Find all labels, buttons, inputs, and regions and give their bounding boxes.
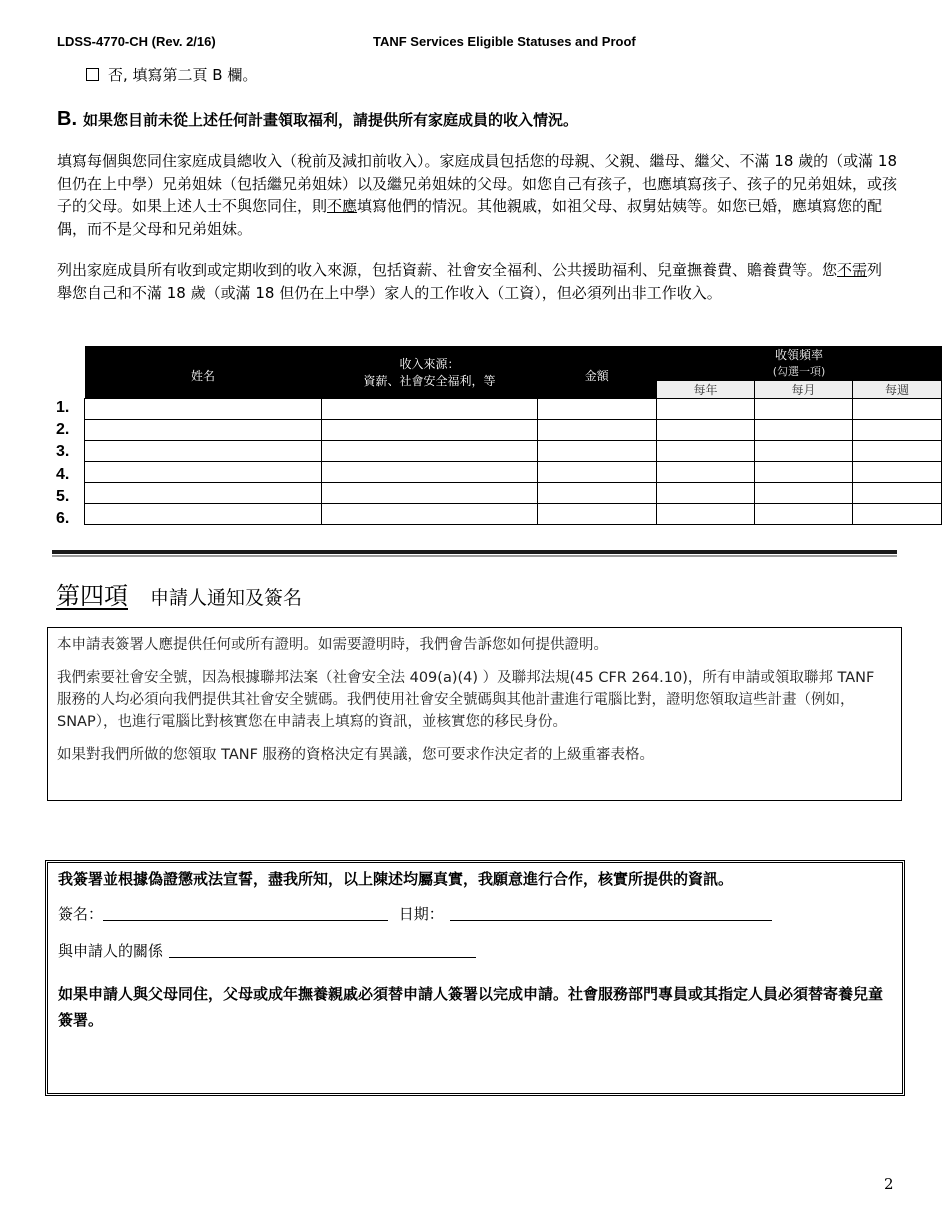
yearly-cell[interactable]	[657, 398, 755, 419]
no-option-label: 否, 填寫第二頁 B 欄。	[108, 66, 258, 84]
weekly-cell[interactable]	[853, 482, 942, 503]
section-b-heading	[57, 108, 578, 131]
name-cell[interactable]	[85, 440, 322, 461]
yearly-cell[interactable]	[657, 461, 755, 482]
yearly-cell[interactable]	[657, 482, 755, 503]
notice-box	[47, 627, 902, 801]
amount-cell[interactable]	[538, 398, 657, 419]
yearly-cell[interactable]	[657, 503, 755, 524]
monthly-cell[interactable]	[755, 461, 853, 482]
name-cell[interactable]	[85, 398, 322, 419]
section-four-heading	[56, 576, 302, 611]
row-number: 4.	[56, 465, 70, 483]
section-four-title: 申請人通知及簽名	[150, 587, 303, 609]
weekly-cell[interactable]	[853, 398, 942, 419]
name-cell[interactable]	[85, 461, 322, 482]
section-divider	[52, 550, 897, 554]
amount-cell[interactable]	[538, 503, 657, 524]
date-label: 日期：	[398, 905, 444, 923]
relationship-label: 與申請人的關係	[58, 942, 164, 960]
section-four-number: 第四項	[56, 582, 128, 610]
source-cell[interactable]	[322, 440, 538, 461]
table-row	[85, 419, 942, 440]
amount-cell[interactable]	[538, 461, 657, 482]
table-row	[85, 398, 942, 419]
source-cell[interactable]	[322, 482, 538, 503]
notice-appeal: 如果對我們所做的您領取 TANF 服務的資格決定有異議，您可要求作決定者的上級重審表格。	[57, 747, 655, 763]
row-numbers	[56, 397, 80, 530]
section-divider-shadow	[52, 555, 897, 557]
weekly-cell[interactable]	[853, 503, 942, 524]
form-id: LDSS-4770-CH (Rev. 2/16)	[57, 34, 216, 49]
parent-signature-note: 如果申請人與父母同住，父母或成年撫養親戚必須替申請人簽署以完成申請。社會服務部門專員或其指定人員必須替寄養兒童簽署。	[58, 985, 884, 1029]
weekly-cell[interactable]	[853, 419, 942, 440]
monthly-cell[interactable]	[755, 482, 853, 503]
relationship-field[interactable]	[169, 943, 476, 958]
name-cell[interactable]	[85, 503, 322, 524]
row-number: 2.	[56, 421, 70, 439]
page-number: 2	[884, 1175, 894, 1193]
col-frequency-header: 收領頻率 (勾選一項)	[657, 346, 942, 380]
weekly-cell[interactable]	[853, 461, 942, 482]
household-instructions: 填寫每個與您同住家庭成員總收入（稅前及減扣前收入）。家庭成員包括您的母親、父親、繼母、繼父、不滿 18 歲的（或滿 18 但仍在上中學）兄弟姐妹（包括繼兄弟姐妹）以及繼兄弟姐妹的父母。如您自己有孩子，也應填寫孩子、孩子的兄弟姐妹，或孩子的父母。如果上述人士不與您同住，則不應填寫他們的情況。其他親戚，如祖父母、叔舅姑姨等。如您已婚，應填寫您的配偶，而不是父母和兄弟姐妹。	[57, 152, 898, 238]
monthly-cell[interactable]	[755, 419, 853, 440]
monthly-cell[interactable]	[755, 398, 853, 419]
col-name-header: 姓名	[85, 346, 322, 398]
row-number: 3.	[56, 443, 70, 461]
freq-weekly-header: 每週	[853, 380, 942, 398]
table-row	[85, 440, 942, 461]
signature-label: 簽名：	[58, 905, 104, 923]
notice-proof: 本申請表簽署人應提供任何或所有證明。如需要證明時，我們會告訴您如何提供證明。	[57, 637, 608, 653]
name-cell[interactable]	[85, 482, 322, 503]
source-cell[interactable]	[322, 503, 538, 524]
row-number: 1.	[56, 399, 70, 416]
no-checkbox[interactable]	[86, 68, 99, 81]
freq-yearly-header: 每年	[657, 380, 755, 398]
monthly-cell[interactable]	[755, 440, 853, 461]
row-number: 5.	[56, 487, 70, 505]
monthly-cell[interactable]	[755, 503, 853, 524]
no-option[interactable]	[86, 64, 257, 85]
signature-box	[45, 860, 905, 1096]
source-cell[interactable]	[322, 398, 538, 419]
emphasis-no-need: 不需	[837, 261, 868, 279]
freq-monthly-header: 每月	[755, 380, 853, 398]
table-row	[85, 482, 942, 503]
source-cell[interactable]	[322, 419, 538, 440]
weekly-cell[interactable]	[853, 440, 942, 461]
table-row	[85, 503, 942, 524]
income-table	[84, 346, 942, 525]
relationship-line	[58, 940, 892, 961]
row-number: 6.	[56, 509, 70, 527]
amount-cell[interactable]	[538, 482, 657, 503]
section-b-title: 如果您目前未從上述任何計畫領取福利，請提供所有家庭成員的收入情況。	[83, 111, 579, 129]
yearly-cell[interactable]	[657, 440, 755, 461]
form-title: TANF Services Eligible Statuses and Proof	[373, 34, 636, 49]
perjury-declaration: 我簽署並根據偽證懲戒法宣誓，盡我所知，以上陳述均屬真實，我願意進行合作，核實所提供的資訊。	[58, 870, 734, 888]
date-field[interactable]	[450, 906, 772, 921]
name-cell[interactable]	[85, 419, 322, 440]
income-source-instructions: 列出家庭成員所有收到或定期收到的收入來源，包括資薪、社會安全福利、公共援助福利、兒童撫養費、贍養費等。您不需列舉您自己和不滿 18 歲（或滿 18 但仍在上中學）家人的工作收入（工資），但必須列出非工作收入。	[57, 261, 883, 302]
notice-ssn: 我們索要社會安全號，因為根據聯邦法案（社會安全法 409(a)(4) ）及聯邦法規(45 CFR 264.10)，所有申請或領取聯邦 TANF 服務的人均必須向我們提供其社會安全號碼。我們使用社會安全號碼與其他計畫進行電腦比對，證明您領取這些計畫（例如，SNAP），也進行電腦比對核實您在申請表上填寫的資訊，並核實您的移民身份。	[57, 670, 875, 730]
yearly-cell[interactable]	[657, 419, 755, 440]
section-b-letter: B.	[57, 108, 77, 130]
col-source-header: 收入來源： 資薪、社會安全福利，等	[322, 346, 538, 398]
emphasis-not: 不應	[327, 197, 358, 215]
table-row	[85, 461, 942, 482]
signature-field[interactable]	[103, 906, 388, 921]
amount-cell[interactable]	[538, 440, 657, 461]
amount-cell[interactable]	[538, 419, 657, 440]
col-amount-header: 金額	[538, 346, 657, 398]
signature-line	[58, 903, 892, 924]
source-cell[interactable]	[322, 461, 538, 482]
